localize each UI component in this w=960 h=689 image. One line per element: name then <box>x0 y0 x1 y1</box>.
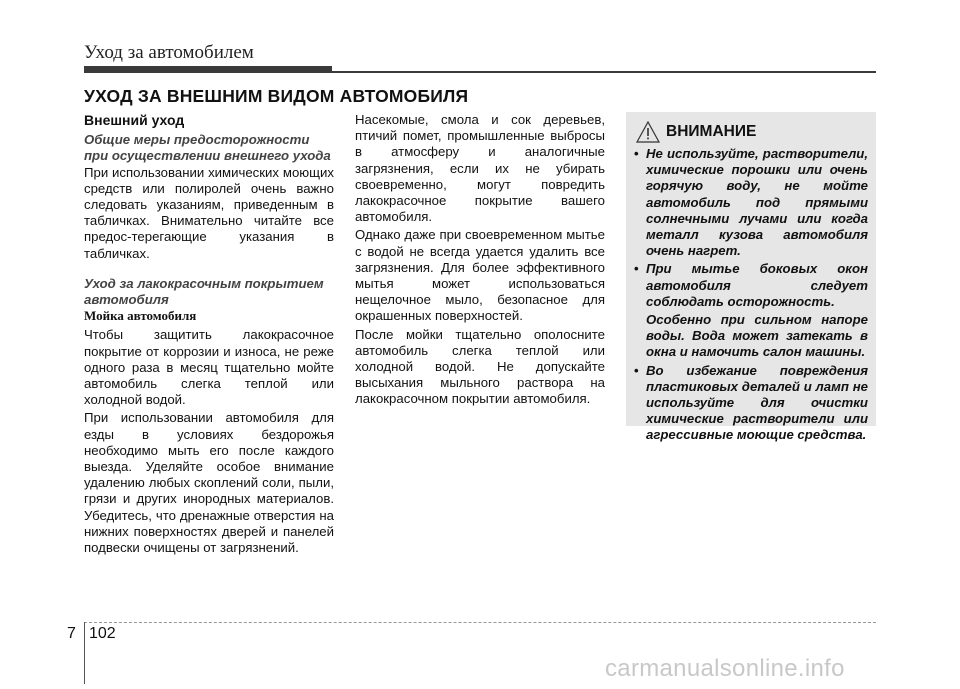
watermark: carmanualsonline.info <box>605 655 845 682</box>
header-title: Уход за автомобилем <box>84 42 254 63</box>
caution-list <box>634 146 868 446</box>
caution-item <box>634 363 868 444</box>
caution-item-text: Не используйте, растворители, химические порошки или очень горячую воду, не мойте автомобиль под прямыми солнечными лучами или когда металл кузова автомобиля очень нагрет. <box>646 146 868 259</box>
caution-item-text: При мытье боковых окон автомобиля следует соблюдать осторожность. <box>646 261 868 309</box>
paragraph-contaminants: Насекомые, смола и сок деревьев, птичий помет, промышленные выбросы в атмосферу и аналогичные загрязнения, если их не убирать своевременно, могут повредить лакокрасочное покрытие вашего автомобиля. <box>355 112 605 225</box>
header-rule-thick <box>84 66 332 73</box>
caution-header <box>636 121 756 143</box>
subheading-car-wash: Мойка автомобиля <box>84 308 197 324</box>
left-column <box>84 112 334 558</box>
caution-title: ВНИМАНИЕ <box>666 123 757 140</box>
paragraph-chemicals: При использовании химических моющих средств или полиролей очень важно следовать указаниям, приведенным в табличках. Внимательно читайте все предос-терегающие указания в табличках. <box>84 164 334 261</box>
paragraph-offroad: При использовании автомобиля для езды в условиях бездорожья необходимо мыть его после каждого выезда. Уделяйте особое внимание удалению любых скоплений соли, пыли, грязи и других инородных материалов. Убедитесь, что дренажные отверстия на нижних поверхностях дверей и панелей подвески очищены от загрязнений. <box>84 410 334 556</box>
caution-item <box>634 261 868 310</box>
subheading-paint-care: Уход за лакокрасочным покрытием автомобиля <box>84 275 324 308</box>
section-title: УХОД ЗА ВНЕШНИМ ВИДОМ АВТОМОБИЛЯ <box>84 86 469 106</box>
bullet: • <box>634 362 639 378</box>
paragraph-wash-monthly: Чтобы защитить лакокрасочное покрытие от коррозии и износа, не реже одного раза в месяц тщательно мойте автомобиль слегка теплой или холодной водой. <box>84 327 334 408</box>
middle-column <box>355 112 605 410</box>
footer-rule <box>84 622 876 624</box>
heading-exterior-care: Внешний уход <box>84 112 185 128</box>
footer-page-number: 102 <box>89 625 116 642</box>
paragraph-rinse: После мойки тщательно ополосните автомобиль слегка теплой или холодной водой. Не допускайте высыхания мыльного раствора на лакокрасочном покрытии автомобиля. <box>355 326 605 407</box>
caution-box <box>626 112 876 443</box>
caution-item-extra: Особенно при сильном напоре воды. Вода может затекать в окна и намочить салон машины. <box>646 312 868 360</box>
bullet: • <box>634 146 639 161</box>
footer-chapter-number: 7 <box>67 625 76 642</box>
footer-separator <box>84 622 85 684</box>
header-rule-thin <box>332 71 876 73</box>
caution-item-text: Во избежание повреждения пластиковых деталей и ламп не используйте для очистки химические растворители или агрессивные моющие средства. <box>646 362 868 443</box>
paragraph-soap: Однако даже при своевременном мытье с водой не всегда удается удалить все загрязнения. Для более эффективного мытья может использоваться нещелочное мыло, безопасное для окрашенных поверхностей. <box>355 227 605 324</box>
caution-item <box>634 146 868 259</box>
warning-triangle-icon <box>636 121 660 143</box>
bullet: • <box>634 261 639 277</box>
subheading-general-precautions: Общие меры предосторожности при осуществлении внешнего ухода <box>84 132 331 164</box>
